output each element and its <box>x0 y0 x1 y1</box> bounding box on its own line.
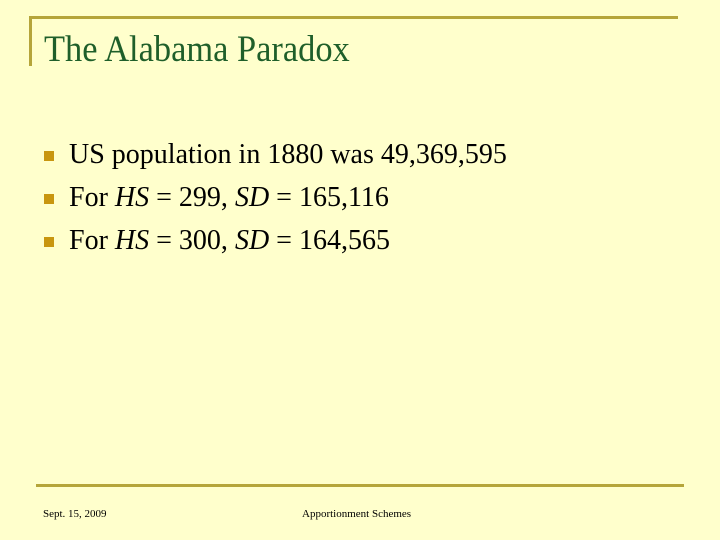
variable-sd: SD <box>234 181 270 213</box>
bullet-list <box>44 133 507 262</box>
square-bullet-icon <box>44 194 54 204</box>
bullet-text-segment: For <box>69 181 115 213</box>
bullet-item <box>44 176 507 219</box>
bullet-text-segment: US population in 1880 was 49,369,595 <box>69 138 507 170</box>
bullet-text <box>69 182 389 214</box>
bullet-text <box>69 139 507 171</box>
footer-date: Sept. 15, 2009 <box>43 508 107 520</box>
square-bullet-icon <box>44 151 54 161</box>
bullet-text <box>69 225 390 257</box>
bullet-item <box>44 219 507 262</box>
variable-sd: SD <box>234 224 270 256</box>
title-top-rule <box>30 16 678 19</box>
title-left-rule <box>29 16 32 66</box>
bullet-text-segment: = 300, <box>149 224 235 256</box>
square-bullet-icon <box>44 237 54 247</box>
variable-hs: HS <box>114 181 150 213</box>
bullet-text-segment: = 299, <box>149 181 235 213</box>
footer-rule <box>36 484 684 487</box>
bullet-text-segment: = 165,116 <box>269 181 389 213</box>
bullet-item <box>44 133 507 176</box>
slide-title: The Alabama Paradox <box>44 29 350 70</box>
variable-hs: HS <box>114 224 150 256</box>
footer-title: Apportionment Schemes <box>302 508 412 520</box>
bullet-text-segment: = 164,565 <box>269 224 390 256</box>
bullet-text-segment: For <box>69 224 115 256</box>
